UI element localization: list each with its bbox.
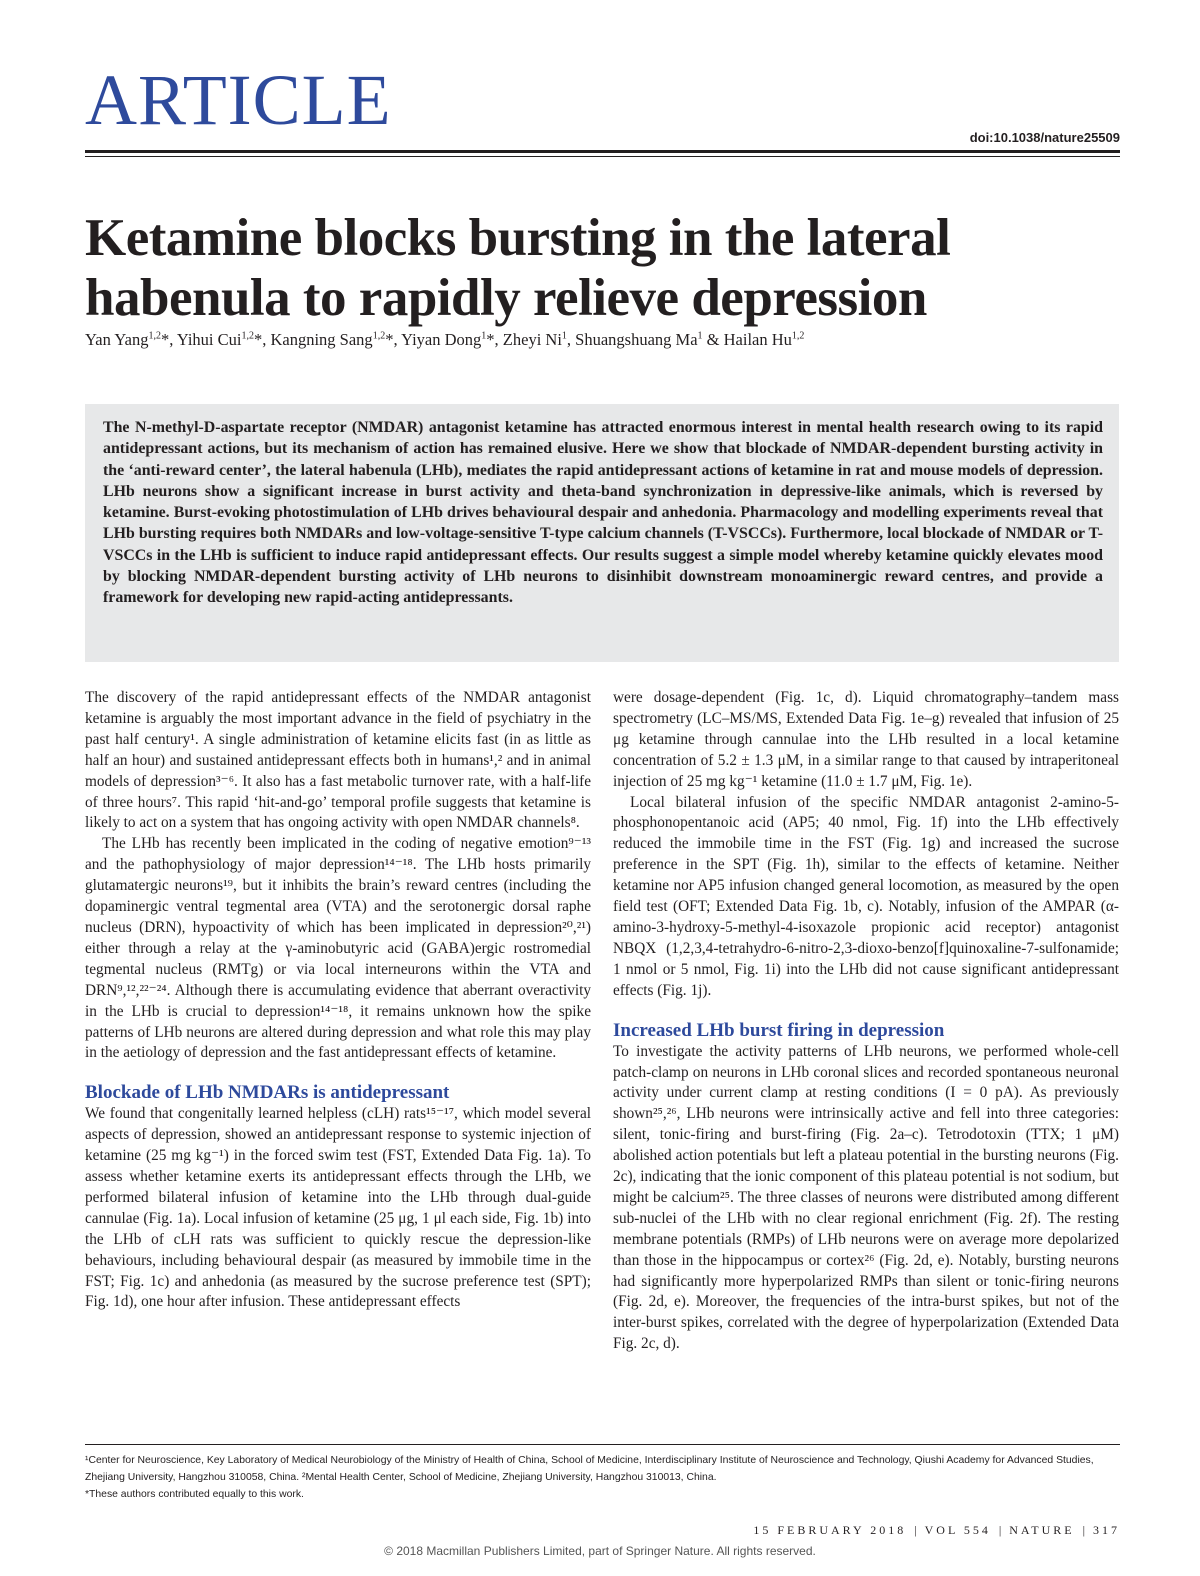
author-affiliation-mark: 1,2 [241,330,254,342]
author-name[interactable]: Zheyi Ni [502,330,562,349]
footnotes [85,1452,1120,1503]
author-affiliation-mark: 1 [481,330,487,342]
header-rule-thick [85,150,1120,153]
author-name[interactable]: Yan Yang [85,330,149,349]
abstract-text: The N-methyl-D-aspartate receptor (NMDAR) antagonist ketamine has attracted enormous interest in mental health research owing to its rapid antidepressant actions, but its mechanism of action has remained elusive. Here we show that blockade of NMDAR-dependent bursting activity in the ‘anti-reward center’, the lateral habenula (LHb), mediates the rapid antidepressant actions of ketamine in rat and mouse models of depression. LHb neurons show a significant increase in burst activity and theta-band synchronization in depressive-like animals, which is reversed by ketamine. Burst-evoking photostimulation of LHb drives behavioural despair and anhedonia. Pharmacology and modelling experiments reveal that LHb bursting requires both NMDARs and low-voltage-sensitive T-type calcium channels (T-VSCCs). Furthermore, local blockade of NMDAR or T-VSCCs in the LHb is sufficient to induce rapid antidepressant effects. Our results suggest a simple model whereby ketamine quickly elevates mood by blocking NMDAR-dependent bursting activity of LHb neurons to disinhibit downstream monoaminergic reward centres, and provide a framework for developing new rapid-acting antidepressants. [103,419,1103,607]
footnote-rule [85,1444,1120,1445]
page-number: 317 [1093,1523,1120,1537]
doi-label[interactable]: doi:10.1038/nature25509 [969,130,1120,145]
body-paragraph: The discovery of the rapid antidepressant effects of the NMDAR antagonist ketamine is arguably the most important advance in the field of psychiatry in the past half century¹. A single administration of ketamine elicits fast (in as little as half an hour) and sustained antidepressant effects both in humans¹,² and in animal models of depression³⁻⁶. It also has a fast metabolic turnover rate, with a half-life of three hours⁷. This rapid ‘hit-and-go’ temporal profile suggests that ketamine is likely to act on a system that has ongoing activity with open NMDAR channels⁸. [85,689,591,832]
equal-contribution-mark: * [253,330,263,349]
body-paragraph: To investigate the activity patterns of LHb neurons, we performed whole-cell patch-clamp on neurons in LHb coronal slices and recorded spontaneous neuronal activity under current clamp at resting conditions (I = 0 pA). As previously shown²⁵,²⁶, LHb neurons were intrinsically active and fell into three categories: silent, tonic-firing and burst-firing (Fig. 2a–c). Tetrodotoxin (TTX; 1 μM) abolished action potentials but left a plateau potential in the bursting neurons (Fig. 2c), indicating that the ionic component of this plateau potential is not sodium, but might be calcium²⁵. The three classes of neurons were distributed among different sub-nuclei of the LHb with no clear regional enrichment (Fig. 2f). The resting membrane potentials (RMPs) of LHb neurons were on average more depolarized than those in the hippocampus or cortex²⁶ (Fig. 2d, e). Notably, bursting neurons had significantly more hyperpolarized RMPs than silent or tonic-firing neurons (Fig. 2d, e). Moreover, the frequencies of the intra-burst spikes, but not of the inter-burst spikes, correlated with the degree of hyperpolarization (Extended Data Fig. 2c, d). [613,1042,1119,1353]
folio-separator: | [998,1523,1002,1537]
equal-contribution-mark: * [486,330,495,349]
section-heading: Increased LHb burst firing in depression [613,1019,945,1041]
author-affiliation-mark: 1,2 [148,330,161,342]
folio-separator: | [914,1523,917,1537]
author-name[interactable]: Kangning Sang [270,330,373,349]
equal-contribution-mark: * [160,330,170,349]
body-paragraph: were dosage-dependent (Fig. 1c, d). Liquid chromatography–tandem mass spectrometry (LC–MS/MS, Extended Data Fig. 1e–g) revealed that infusion of 25 μg ketamine through cannulae into the LHb resulted in a local ketamine concentration of 5.2 ± 1.3 μM, in a similar range to that caused by intraperitoneal injection of 25 mg kg⁻¹ ketamine (11.0 ± 1.7 μM, Fig. 1e). [613,689,1119,790]
author-name[interactable]: Yihui Cui [176,330,242,349]
body-column-right [613,688,1119,1355]
folio-separator: | [1082,1523,1085,1537]
author-affiliation-mark: 1,2 [372,330,386,342]
author-affiliation-mark: 1 [561,330,567,342]
author-affiliation-mark: 1,2 [791,330,805,342]
issue-date: 15 FEBRUARY 2018 [753,1523,907,1537]
body-paragraph: We found that congenitally learned helpless (cLH) rats¹⁵⁻¹⁷, which model several aspects of depression, showed an antidepressant response to systemic injection of ketamine (25 mg kg⁻¹) in the forced swim test (FST, Extended Data Fig. 1a). To assess whether ketamine exerts its antidepressant effects through the LHb, we performed bilateral infusion of ketamine into the LHb through dual-guide cannulae (Fig. 1a). Local infusion of ketamine (25 μg, 1 μl each side, Fig. 1b) into the LHb of cLH rats was sufficient to quickly rescue the depression-like behaviours, including behavioural despair (as measured by immobile time in the FST; Fig. 1c) and anhedonia (as measured by the sucrose preference test (SPT); Fig. 1d), one hour after infusion. These antidepressant effects [85,1105,591,1311]
body-paragraph: The LHb has recently been implicated in the coding of negative emotion⁹⁻¹³ and the pathophysiology of major depression¹⁴⁻¹⁸. The LHb hosts primarily glutamatergic neurons¹⁹, but it inhibits the brain’s reward centres (including the dopaminergic ventral tegmental area (VTA) and the serotonergic dorsal raphe nucleus (DRN), hypoactivity of which has been implicated in depression²⁰,²¹) either through a relay at the γ-aminobutyric acid (GABA)ergic rostromedial tegmental nucleus (RMTg) or via local interneurons within the VTA and DRN⁹,¹²,²²⁻²⁴. Although there is accumulating evidence that aberrant overactivity in the LHb is crucial to depression¹⁴⁻¹⁸, it remains unknown how the spike patterns of LHb neurons are altered during depression and what role this may play in the aetiology of depression and the fast antidepressant effects of ketamine. [85,835,591,1062]
header-rule-thin [85,156,1120,157]
author-affiliation-mark: 1 [697,330,703,342]
abstract-box [85,404,1119,662]
equal-contribution-note: *These authors contributed equally to this work. [85,1489,304,1500]
page-folio [753,1523,1120,1538]
journal-section-banner: ARTICLE [85,60,392,140]
section-heading: Blockade of LHb NMDARs is antidepressant [85,1082,450,1104]
article-title: Ketamine blocks bursting in the lateral habenula to rapidly relieve depression [85,209,951,327]
author-name[interactable]: Hailan Hu [723,330,792,349]
body-paragraph: Local bilateral infusion of the specific NMDAR antagonist 2-amino-5-phosphonopentanoic acid (AP5; 40 nmol, Fig. 1f) into the LHb effectively reduced the immobile time in the FST (Fig. 1g) and increased the sucrose preference in the SPT (Fig. 1h), similar to the effects of ketamine. Neither ketamine nor AP5 infusion changed general locomotion, as measured by the open field test (OFT; Extended Data Fig. 1b, c). Notably, infusion of the AMPAR (α-amino-3-hydroxy-5-methyl-4-isoxazole propionic acid receptor) antagonist NBQX (1,2,3,4-tetrahydro-6-nitro-2,3-dioxo-benzo[f]quinoxaline-7-sulfonamide; 1 nmol or 5 nmol, Fig. 1i) into the LHb did not cause significant antidepressant effects (Fig. 1j). [613,793,1119,999]
body-column-left [85,688,591,1313]
copyright-line: © 2018 Macmillan Publishers Limited, part of Springer Nature. All rights reserved. [384,1544,816,1558]
author-list: Yan Yang$^{1,2}$*, Yihui Cui$^{1,2}$*, Kangning Sang$^{1,2}$*, Yiyan Dong$^1$*, Zheyi Ni$^1$, Shuangshuang Ma$^1$ & Hailan Hu$^{1,2}$ [85,330,805,349]
journal-name: NATURE [1009,1523,1075,1537]
author-name[interactable]: Yiyan Dong [401,330,482,349]
equal-contribution-mark: * [385,330,394,349]
author-name[interactable]: Shuangshuang Ma [575,330,698,349]
affiliations-note: ¹Center for Neuroscience, Key Laboratory of Medical Neurobiology of the Ministry of Health of China, School of Medicine, Interdisciplinary Institute of Neuroscience and Technology, Qiushi Academy for Advanced Studies, Zhejiang University, Hangzhou 310058, China. ²Mental Health Center, School of Medicine, Zhejiang University, Hangzhou 310013, China. [85,1455,1094,1483]
volume-number: VOL 554 [924,1523,991,1537]
